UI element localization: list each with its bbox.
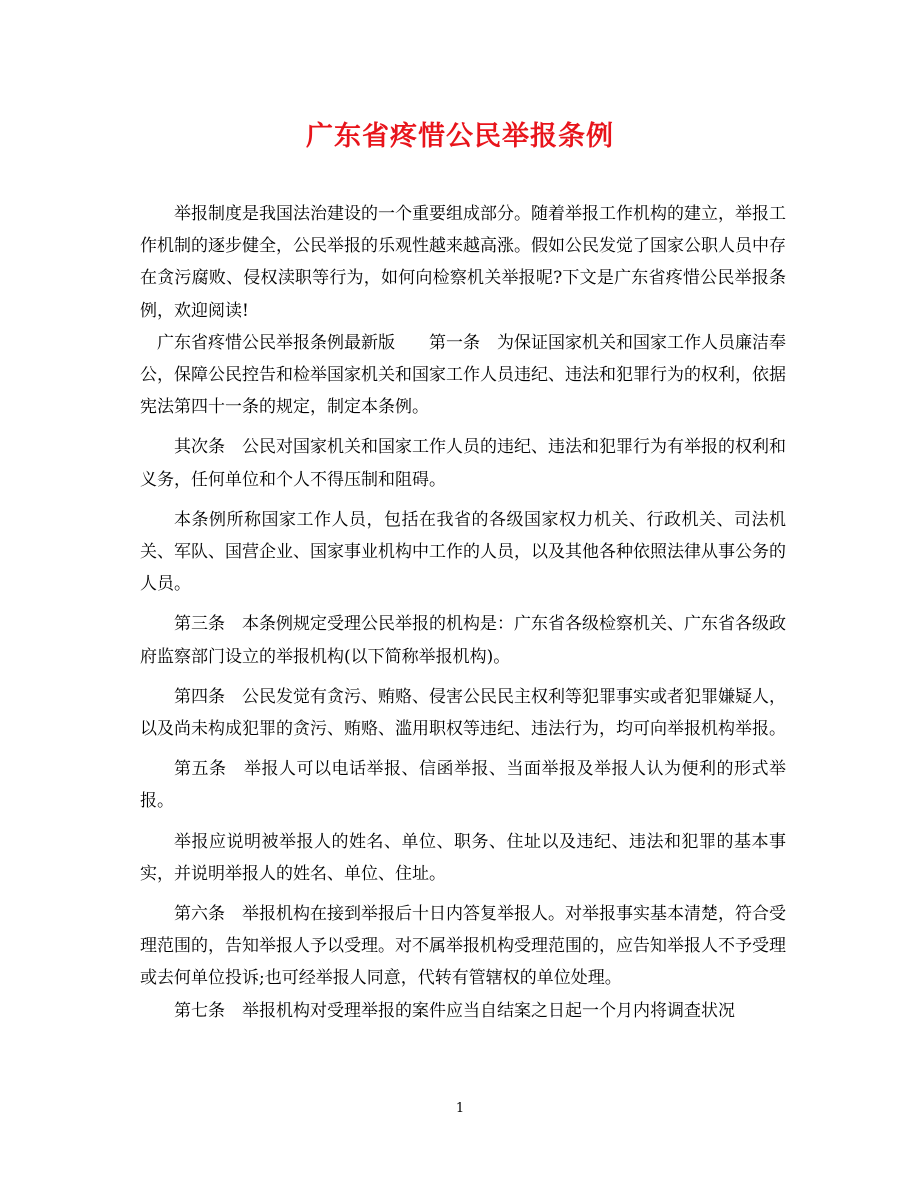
- paragraph-article-5: 第五条 举报人可以电话举报、信函举报、当面举报及举报人认为便利的形式举报。: [140, 759, 786, 812]
- paragraph-article-3: 第三条 本条例规定受理公民举报的机构是：广东省各级检察机关、广东省各级政府监察部门设立的举报机构(以下简称举报机构)。: [140, 614, 786, 667]
- paragraph-article-2-scope: 本条例所称国家工作人员，包括在我省的各级国家权力机关、行政机关、司法机关、军队、国营企业、国家事业机构中工作的人员，以及其他各种依照法律从事公务的人员。: [140, 509, 786, 595]
- paragraph-intro: 举报制度是我国法治建设的一个重要组成部分。随着举报工作机构的建立，举报工作机制的逐步健全，公民举报的乐观性越来越高涨。假如公民发觉了国家公职人员中存在贪污腐败、侵权渎职等行为，如何向检察机关举报呢?下文是广东省疼惜公民举报条例，欢迎阅读!: [140, 204, 786, 321]
- document-title: 广东省疼惜公民举报条例: [306, 121, 614, 152]
- paragraph-article-4: 第四条 公民发觉有贪污、贿赂、侵害公民民主权利等犯罪事实或者犯罪嫌疑人，以及尚未构成犯罪的贪污、贿赂、滥用职权等违纪、违法行为，均可向举报机构举报。: [140, 686, 786, 740]
- paragraph-article-7: 第七条 举报机构对受理举报的案件应当自结案之日起一个月内将调查状况: [174, 1000, 735, 1021]
- paragraph-article-5-content: 举报应说明被举报人的姓名、单位、职务、住址以及违纪、违法和犯罪的基本事实，并说明举报人的姓名、单位、住址。: [140, 831, 786, 884]
- page-number: 1: [455, 1101, 465, 1116]
- paragraph-article-6: 第六条 举报机构在接到举报后十日内答复举报人。对举报事实基本清楚，符合受理范围的，告知举报人予以受理。对不属举报机构受理范围的，应告知举报人不予受理或去何单位投诉;也可经举报人同意，代转有管辖权的单位处理。: [140, 904, 786, 989]
- document-body: [140, 198, 786, 1027]
- paragraph-article-2: 其次条 公民对国家机关和国家工作人员的违纪、违法和犯罪行为有举报的权利和义务，任何单位和个人不得压制和阻碍。: [140, 437, 786, 490]
- paragraph-article-1: 广东省疼惜公民举报条例最新版 第一条 为保证国家机关和国家工作人员廉洁奉公，保障公民控告和检举国家机关和国家工作人员违纪、违法和犯罪行为的权利，依据宪法第四十一条的规定，制定本条例。: [140, 332, 786, 418]
